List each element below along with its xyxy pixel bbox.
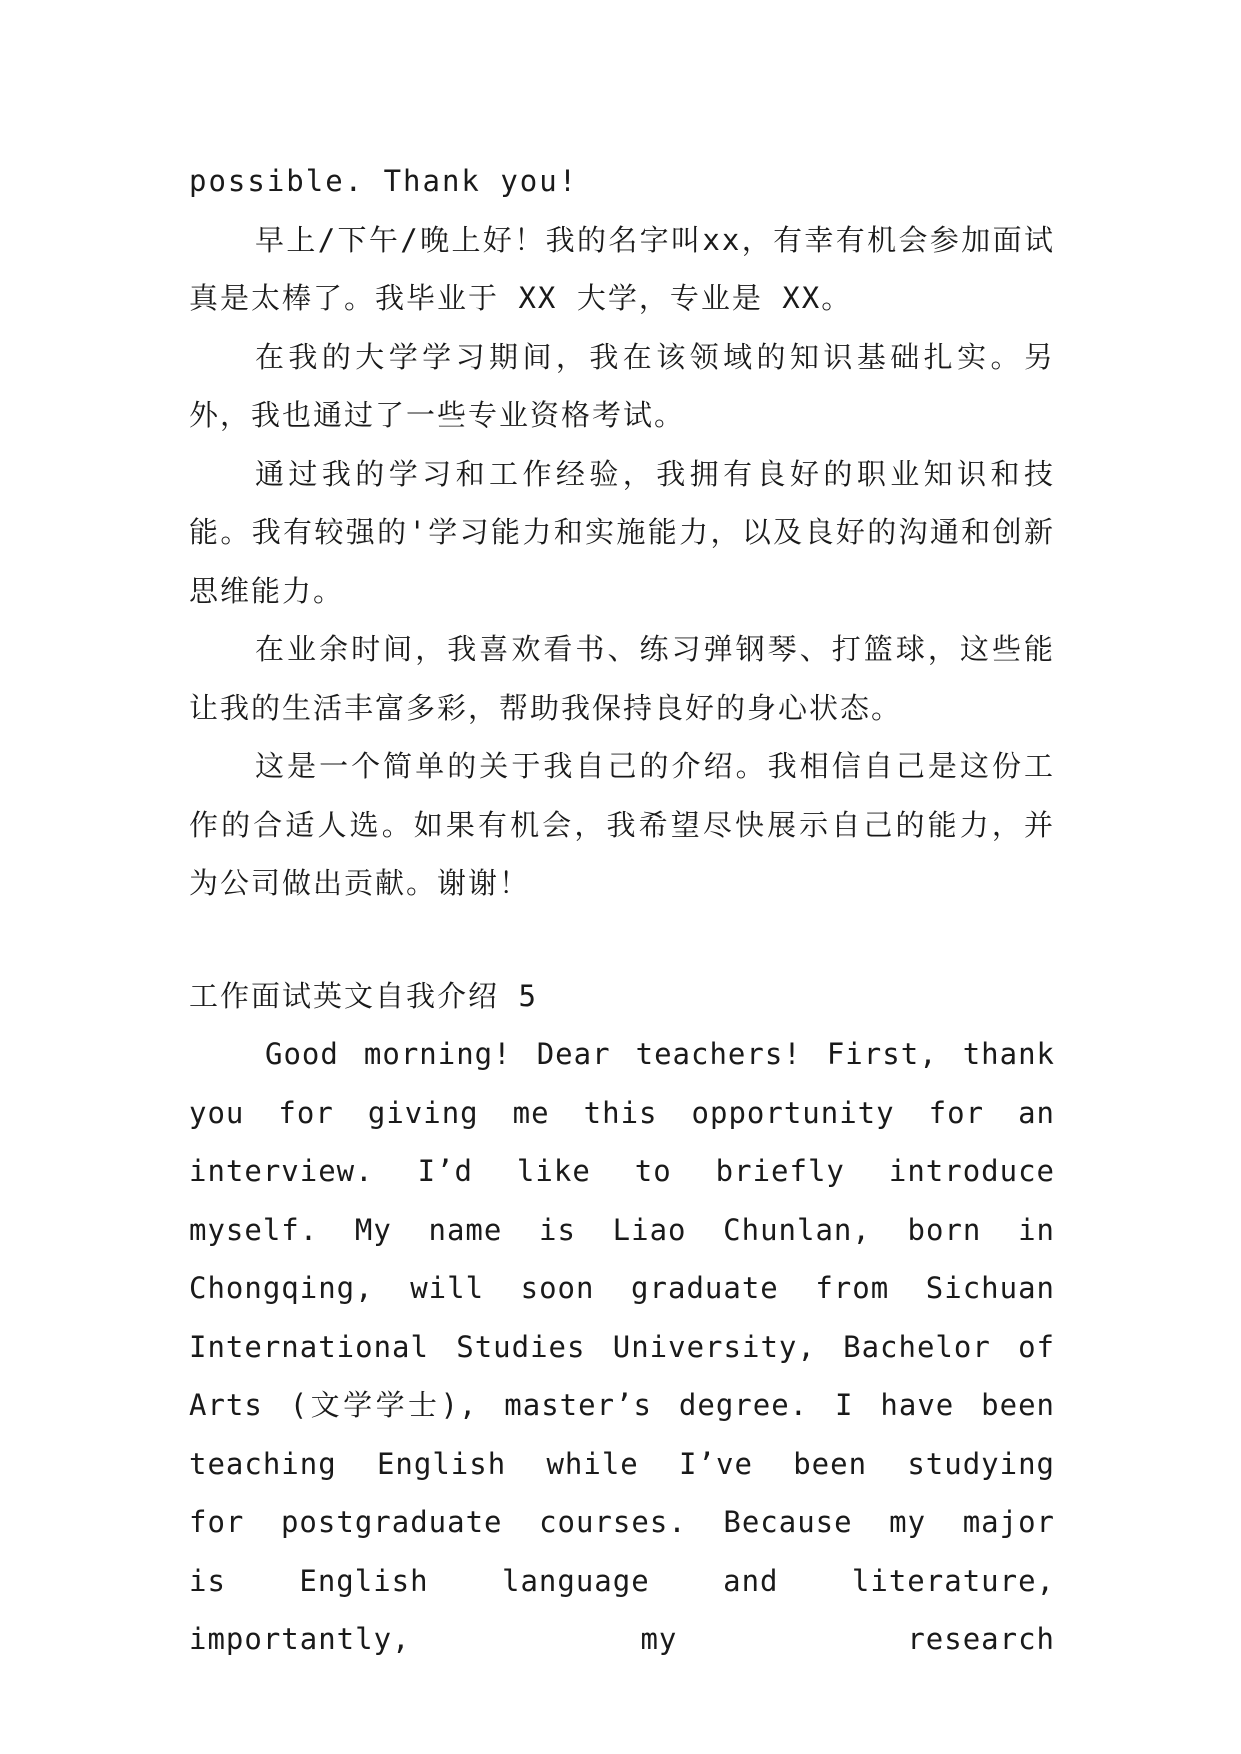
document-page	[189, 160, 1055, 1669]
cn-paragraph-skills: 通过我的学习和工作经验，我拥有良好的职业知识和技能。我有较强的'学习能力和实施能力，以及良好的沟通和创新思维能力。	[189, 456, 1055, 608]
cn-paragraph-hobbies: 在业余时间，我喜欢看书、练习弹钢琴、打篮球，这些能让我的生活丰富多彩，帮助我保持良好的身心状态。	[189, 632, 1055, 725]
en-paragraph-intro: Good morning! Dear teachers! First, thank you for giving me this opportunity for an interview. I’d like to briefly introduce myself. My name is Liao Chunlan, born in Chongqing, will soon graduate from Sichuan International Studies University, Bachelor of Arts (文学学士), master’s degree. I have been teaching English while I’ve been studying for postgraduate courses. Because my major is English language and literature, importantly, my research	[189, 1037, 1055, 1656]
cn-paragraph-closing: 这是一个简单的关于我自己的介绍。我相信自己是这份工作的合适人选。如果有机会，我希望尽快展示自己的能力，并为公司做出贡献。谢谢！	[189, 749, 1055, 900]
continuation-line: possible. Thank you!	[189, 164, 579, 198]
cn-paragraph-study: 在我的大学学习期间，我在该领域的知识基础扎实。另外，我也通过了一些专业资格考试。	[189, 339, 1055, 432]
section-heading: 工作面试英文自我介绍 5	[189, 978, 538, 1013]
cn-paragraph-greeting: 早上/下午/晚上好！我的名字叫xx，有幸有机会参加面试真是太棒了。我毕业于 XX 大学，专业是 XX。	[189, 222, 1055, 315]
